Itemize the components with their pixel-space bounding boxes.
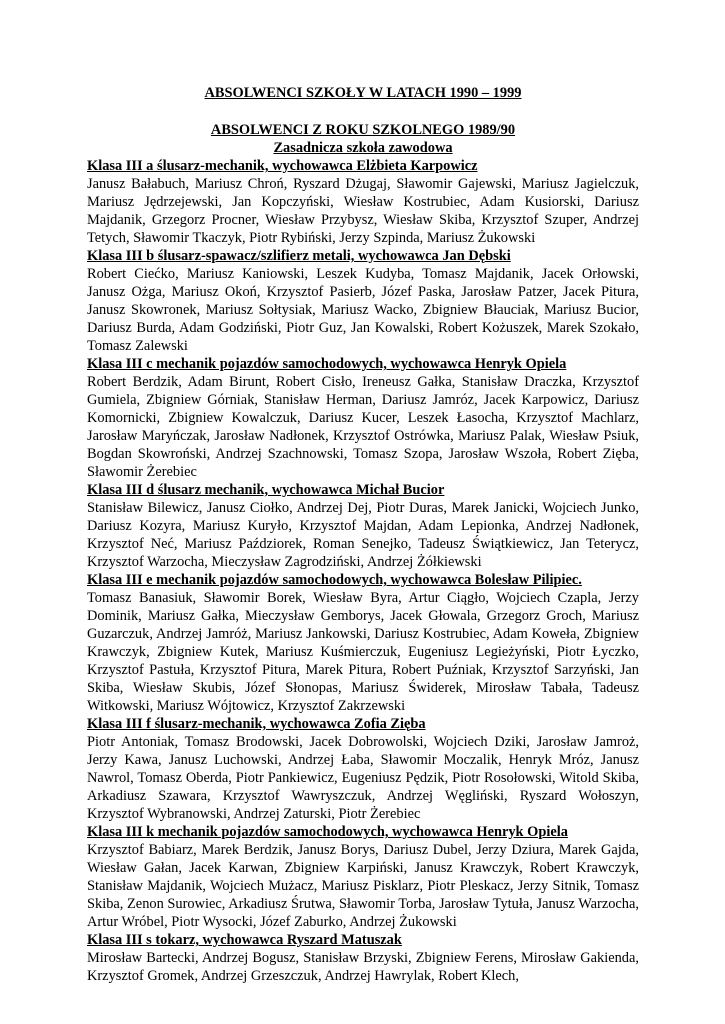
class-section: [87, 571, 639, 715]
class-section: [87, 715, 639, 823]
class-heading: Klasa III s tokarz, wychowawca Ryszard Matuszak: [87, 932, 402, 948]
year-heading: ABSOLWENCI Z ROKU SZKOLNEGO 1989/90: [210, 122, 516, 138]
class-section: [87, 157, 639, 247]
class-section: [87, 481, 639, 571]
class-heading: Klasa III f ślusarz-mechanik, wychowawca Zofia Zięba: [87, 716, 426, 732]
class-section: [87, 823, 639, 931]
class-section: [87, 355, 639, 481]
class-names: Krzysztof Babiarz, Marek Berdzik, Janusz Borys, Dariusz Dubel, Jerzy Dziura, Marek Gajda, Wiesław Gałan, Jacek Karwan, Zbigniew Karpiński, Janusz Krawczyk, Robert Krawczyk, Stanisław Majdanik, Wojciech Mużacz, Mariusz Pisklarz, Piotr Pleskacz, Jerzy Sitnik, Tomasz Skiba, Zenon Surowiec, Arkadiusz Śrutwa, Sławomir Torba, Jarosław Tytuła, Janusz Warzocha, Artur Wróbel, Piotr Wysocki, Józef Zaburko, Andrzej Żukowski: [87, 842, 639, 930]
class-section: [87, 931, 639, 985]
class-heading: Klasa III e mechanik pojazdów samochodowych, wychowawca Bolesław Pilipiec.: [87, 572, 582, 588]
class-names: Mirosław Bartecki, Andrzej Bogusz, Stanisław Brzyski, Zbigniew Ferens, Mirosław Gakienda, Krzysztof Gromek, Andrzej Grzeszczuk, Andrzej Hawrylak, Robert Klech,: [87, 950, 639, 984]
class-heading: Klasa III b ślusarz-spawacz/szlifierz metali, wychowawca Jan Dębski: [87, 248, 511, 264]
class-names: Piotr Antoniak, Tomasz Brodowski, Jacek Dobrowolski, Wojciech Dziki, Jarosław Jamroż, Jerzy Kawa, Janusz Luchowski, Andrzej Łaba, Sławomir Moczalik, Henryk Mróz, Janusz Nawrol, Tomasz Oberda, Piotr Pankiewicz, Eugeniusz Pędzik, Piotr Rosołowski, Witold Skiba, Arkadiusz Szawara, Krzysztof Wawryszczuk, Andrzej Węgliński, Ryszard Wołoszyn, Krzysztof Wybranowski, Andrzej Zaturski, Piotr Żerebiec: [87, 734, 639, 822]
class-names: Janusz Bałabuch, Mariusz Chroń, Ryszard Dżugaj, Sławomir Gajewski, Mariusz Jagielczuk, Mariusz Jędrzejewski, Jan Kopczyński, Wiesław Kostrubiec, Adam Kusiorski, Dariusz Majdanik, Grzegorz Procner, Wiesław Przybysz, Wiesław Skiba, Krzysztof Szuper, Andrzej Tetych, Sławomir Tkaczyk, Piotr Rybiński, Jerzy Szpinda, Mariusz Żukowski: [87, 176, 639, 246]
class-names: Tomasz Banasiuk, Sławomir Borek, Wiesław Byra, Artur Ciągło, Wojciech Czapla, Jerzy Dominik, Mariusz Gałka, Mieczysław Gemborys, Jacek Głowala, Grzegorz Groch, Mariusz Guzarczuk, Andrzej Jamróż, Mariusz Jankowski, Dariusz Kostrubiec, Adam Koweła, Zbigniew Krawczyk, Zbigniew Kutek, Mariusz Kuśmierczuk, Eugeniusz Legieżyński, Piotr Łyczko, Krzysztof Pastuła, Krzysztof Pitura, Marek Pitura, Robert Puźniak, Krzysztof Sarzyński, Jan Skiba, Wiesław Skubis, Józef Słonopas, Mariusz Świderek, Mirosław Tabała, Tadeusz Witkowski, Mariusz Wójtowicz, Krzysztof Zakrzewski: [87, 590, 639, 714]
school-type: Zasadnicza szkoła zawodowa: [273, 140, 453, 156]
class-names: Robert Berdzik, Adam Birunt, Robert Cisło, Ireneusz Gałka, Stanisław Draczka, Krzysztof Gumiela, Zbigniew Górniak, Stanisław Herman, Dariusz Jamróz, Jacek Karpowicz, Dariusz Komornicki, Zbigniew Kowalczuk, Dariusz Kucer, Leszek Łasocha, Krzysztof Machlarz, Jarosław Maryńczak, Jarosław Nadłonek, Krzysztof Ostrówka, Mariusz Palak, Wiesław Psiuk, Bogdan Skowroński, Andrzej Szachnowski, Tomasz Szopa, Jarosław Wszoła, Robert Zięba, Sławomir Żerebiec: [87, 374, 639, 480]
document-page: [87, 84, 639, 985]
class-heading: Klasa III k mechanik pojazdów samochodowych, wychowawca Henryk Opiela: [87, 824, 568, 840]
class-heading: Klasa III c mechanik pojazdów samochodowych, wychowawca Henryk Opiela: [87, 356, 567, 372]
class-names: Robert Ciećko, Mariusz Kaniowski, Leszek Kudyba, Tomasz Majdanik, Jacek Orłowski, Janusz Ożga, Mariusz Okoń, Krzysztof Pasierb, Józef Paska, Jarosław Patzer, Jacek Pitura, Janusz Skowronek, Mariusz Sołtysiak, Mariusz Wacko, Zbigniew Błauciak, Mariusz Bucior, Dariusz Burda, Adam Godziński, Piotr Guz, Jan Kowalski, Robert Kożuszek, Marek Szokało, Tomasz Zalewski: [87, 266, 639, 354]
class-section: [87, 247, 639, 355]
class-heading: Klasa III d ślusarz mechanik, wychowawca Michał Bucior: [87, 482, 445, 498]
class-names: Stanisław Bilewicz, Janusz Ciołko, Andrzej Dej, Piotr Duras, Marek Janicki, Wojciech Junko, Dariusz Kozyra, Mariusz Kuryło, Krzysztof Majdan, Adam Lepionka, Andrzej Nadłonek, Krzysztof Neć, Mariusz Paździorek, Roman Senejko, Tadeusz Świątkiewicz, Jan Teterycz, Krzysztof Warzocha, Mieczysław Zagrodziński, Andrzej Żółkiewski: [87, 500, 639, 570]
class-heading: Klasa III a ślusarz-mechanik, wychowawca Elżbieta Karpowicz: [87, 158, 478, 174]
document-title: ABSOLWENCI SZKOŁY W LATACH 1990 – 1999: [204, 85, 522, 101]
